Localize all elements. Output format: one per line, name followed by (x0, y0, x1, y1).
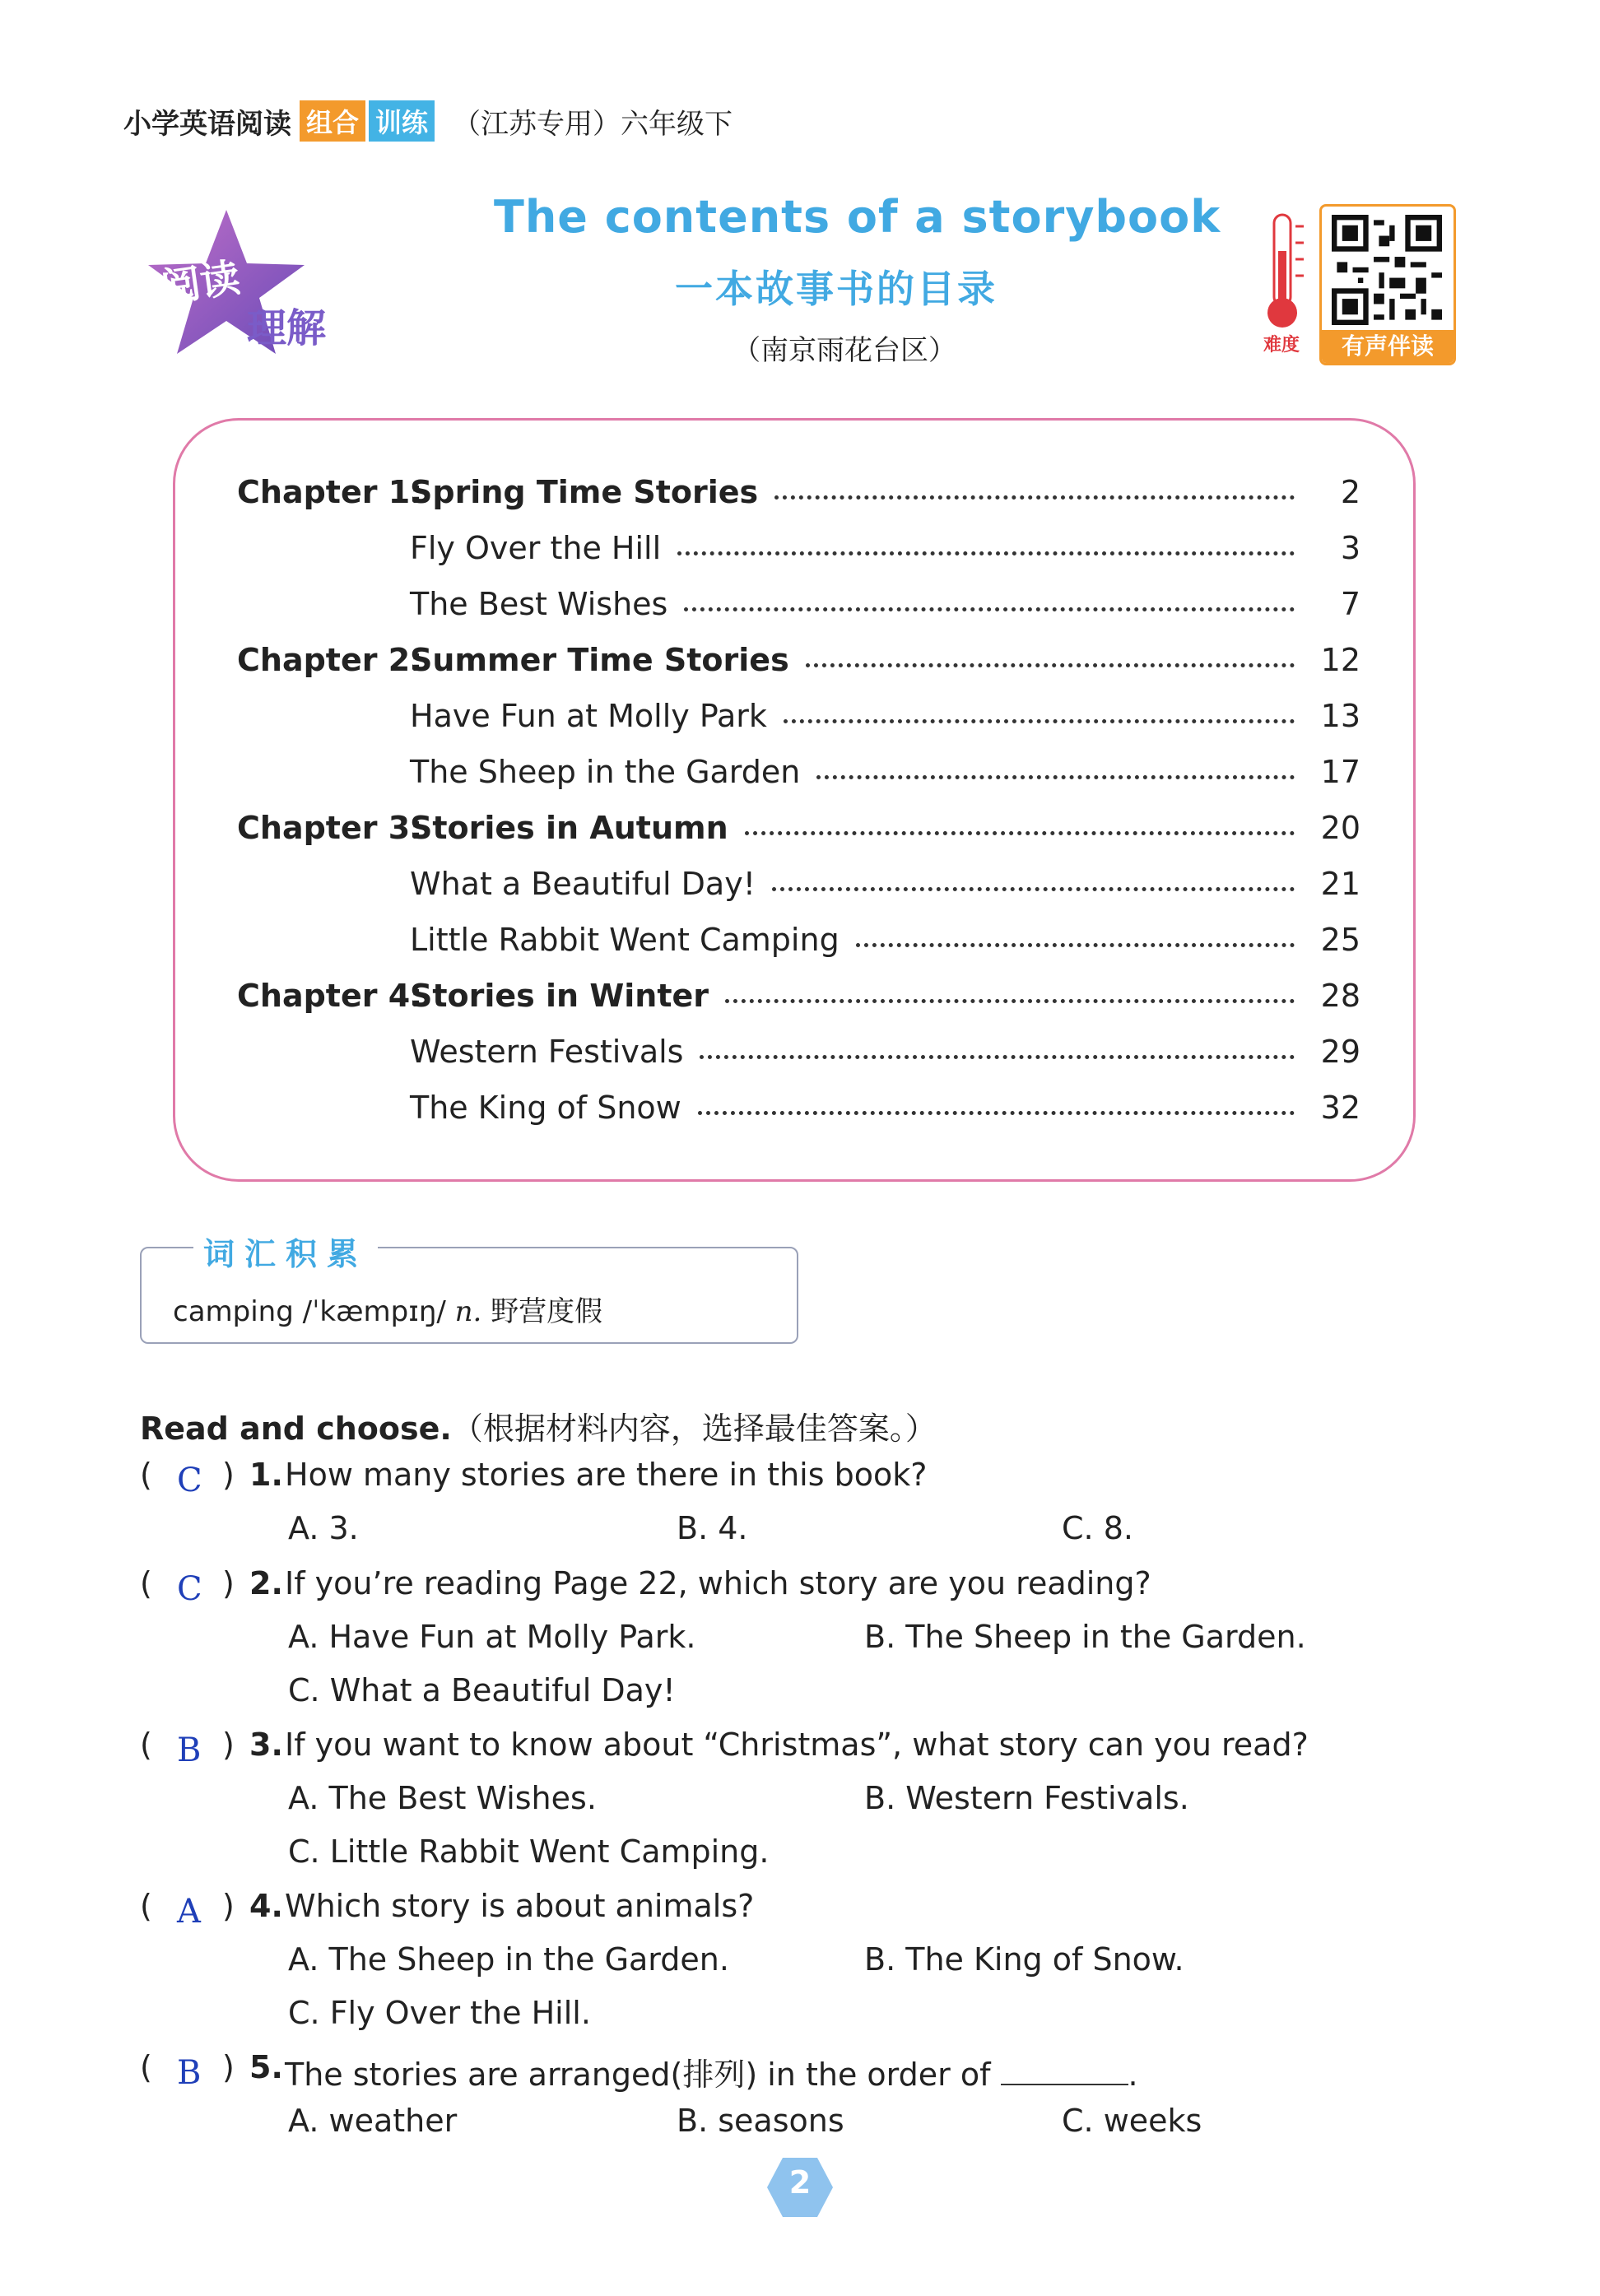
article-region: （南京雨花台区） (733, 334, 956, 367)
question-text: How many stories are there in this book? (285, 1457, 928, 1493)
paren-close: ) (222, 1457, 235, 1493)
answer-blank[interactable] (1001, 2059, 1128, 2085)
question-text: If you want to know about “Christmas”, what story can you read? (285, 1727, 1309, 1763)
tag-training: 训练 (369, 100, 435, 142)
article-title-en: The contents of a storybook (494, 191, 1221, 243)
question-text-before: The stories are arranged(排列) in the order of (285, 2057, 991, 2093)
page-ref: 21 (1320, 866, 1360, 902)
paren-open: ( (140, 1457, 152, 1493)
paren-close: ) (222, 1565, 235, 1601)
article-title-cn: 一本故事书的目录 (675, 267, 998, 311)
story-title: Fly Over the Hill (410, 530, 662, 566)
series-header (123, 100, 733, 142)
story-title: Summer Time Stories (410, 642, 789, 678)
answer-mark[interactable]: B (177, 1731, 202, 1769)
contents-row (175, 810, 1418, 859)
story-title: Spring Time Stories (410, 474, 759, 510)
audio-label: 有声伴读 (1322, 330, 1453, 363)
vocab-word: camping (173, 1295, 294, 1328)
question-text: If you’re reading Page 22, which story are you reading? (285, 1565, 1151, 1601)
answer-mark[interactable]: C (177, 1462, 202, 1499)
leader-dots (774, 479, 1295, 500)
contents-row (175, 1034, 1418, 1083)
vocab-pos: n. (454, 1295, 482, 1328)
story-title: The Best Wishes (410, 586, 668, 622)
question-number: 5. (249, 2049, 283, 2085)
story-title: The King of Snow (410, 1090, 681, 1126)
leader-dots (856, 927, 1295, 947)
leader-dots (698, 1095, 1295, 1115)
answer-mark[interactable]: B (177, 2054, 202, 2092)
option: A. The Best Wishes. (288, 1780, 597, 1816)
badge-text-reading: 阅读 (158, 254, 244, 312)
contents-row (175, 586, 1418, 635)
option: C. What a Beautiful Day! (288, 1672, 676, 1708)
leader-dots (784, 703, 1295, 723)
leader-dots (725, 983, 1295, 1003)
contents-row (175, 978, 1418, 1027)
page-ref: 3 (1340, 530, 1360, 566)
vocabulary-title: 词汇积累 (193, 1229, 378, 1274)
option: B. The King of Snow. (864, 1941, 1184, 1978)
contents-row (175, 530, 1418, 579)
contents-row (175, 866, 1418, 915)
chapter-label: Chapter 2: (237, 642, 423, 678)
difficulty-label: 难度 (1263, 335, 1300, 356)
answer-mark[interactable]: A (177, 1893, 201, 1931)
page-ref: 29 (1320, 1034, 1360, 1070)
story-title: Have Fun at Molly Park (410, 698, 767, 734)
answer-mark[interactable]: C (177, 1570, 202, 1608)
contents-row (175, 922, 1418, 971)
paren-open: ( (140, 1565, 152, 1601)
option: A. weather (288, 2103, 458, 2139)
vocab-meaning: 野营度假 (491, 1295, 603, 1328)
paren-open: ( (140, 1888, 152, 1924)
page-ref: 20 (1320, 810, 1360, 846)
chapter-label: Chapter 4: (237, 978, 423, 1014)
question-number: 3. (249, 1727, 283, 1763)
story-title: Western Festivals (410, 1034, 684, 1070)
reading-comprehension-badge (136, 206, 350, 362)
question-text-after: . (1128, 2057, 1138, 2093)
story-title: What a Beautiful Day! (410, 866, 756, 902)
story-title: Little Rabbit Went Camping (410, 922, 840, 958)
leader-dots (684, 591, 1295, 611)
page-ref: 25 (1320, 922, 1360, 958)
option: C. Fly Over the Hill. (288, 1995, 591, 2031)
paren-close: ) (222, 2049, 235, 2085)
option: B. seasons (677, 2103, 844, 2139)
paren-open: ( (140, 2049, 152, 2085)
story-title: Stories in Autumn (410, 810, 728, 846)
leader-dots (806, 647, 1295, 667)
option: B. 4. (677, 1510, 748, 1546)
qr-code-icon (1332, 215, 1442, 325)
page-ref: 17 (1320, 754, 1360, 790)
chapter-label: Chapter 1: (237, 474, 423, 510)
paren-close: ) (222, 1727, 235, 1763)
story-title: The Sheep in the Garden (410, 754, 801, 790)
page-number-badge (765, 2156, 835, 2219)
page-ref: 7 (1340, 586, 1360, 622)
leader-dots (700, 1039, 1295, 1059)
page-ref: 28 (1320, 978, 1360, 1014)
option: C. weeks (1062, 2103, 1202, 2139)
option: B. The Sheep in the Garden. (864, 1619, 1306, 1655)
vocabulary-entry (173, 1289, 602, 1329)
vocab-phonetic: /ˈkæmpɪŋ/ (302, 1295, 446, 1328)
instruction-bold: Read and choose. (140, 1411, 452, 1447)
story-title: Stories in Winter (410, 978, 709, 1014)
paren-close: ) (222, 1888, 235, 1924)
leader-dots (772, 871, 1295, 891)
contents-row (175, 642, 1418, 691)
question-number: 4. (249, 1888, 283, 1924)
contents-box (173, 418, 1416, 1182)
leader-dots (745, 815, 1295, 835)
chapter-label: Chapter 3: (237, 810, 423, 846)
page-number: 2 (788, 2164, 812, 2201)
question-text: Which story is about animals? (285, 1888, 755, 1924)
series-name: 小学英语阅读 (123, 107, 291, 141)
tag-combo: 组合 (300, 100, 365, 142)
edition-label: （江苏专用）六年级下 (453, 107, 733, 141)
audio-qr-code[interactable] (1319, 204, 1456, 365)
option: A. The Sheep in the Garden. (288, 1941, 729, 1978)
paren-open: ( (140, 1727, 152, 1763)
exercise-instruction (140, 1403, 937, 1448)
badge-text-comprehension: 理解 (247, 305, 327, 351)
leader-dots (816, 759, 1295, 779)
page-ref: 13 (1320, 698, 1360, 734)
contents-row (175, 698, 1418, 747)
contents-row (175, 754, 1418, 803)
page-ref: 32 (1320, 1090, 1360, 1126)
option: C. 8. (1062, 1510, 1133, 1546)
instruction-note: （根据材料内容，选择最佳答案。） (451, 1411, 937, 1447)
option: C. Little Rabbit Went Camping. (288, 1834, 770, 1870)
page-ref: 12 (1320, 642, 1360, 678)
difficulty-thermometer-icon (1259, 210, 1309, 342)
contents-row (175, 474, 1418, 523)
question-text (285, 2049, 1138, 2094)
contents-row (175, 1090, 1418, 1139)
option: A. Have Fun at Molly Park. (288, 1619, 696, 1655)
page-ref: 2 (1340, 474, 1360, 510)
question-number: 1. (249, 1457, 283, 1493)
option: A. 3. (288, 1510, 359, 1546)
option: B. Western Festivals. (864, 1780, 1189, 1816)
leader-dots (677, 535, 1295, 555)
question-number: 2. (249, 1565, 283, 1601)
